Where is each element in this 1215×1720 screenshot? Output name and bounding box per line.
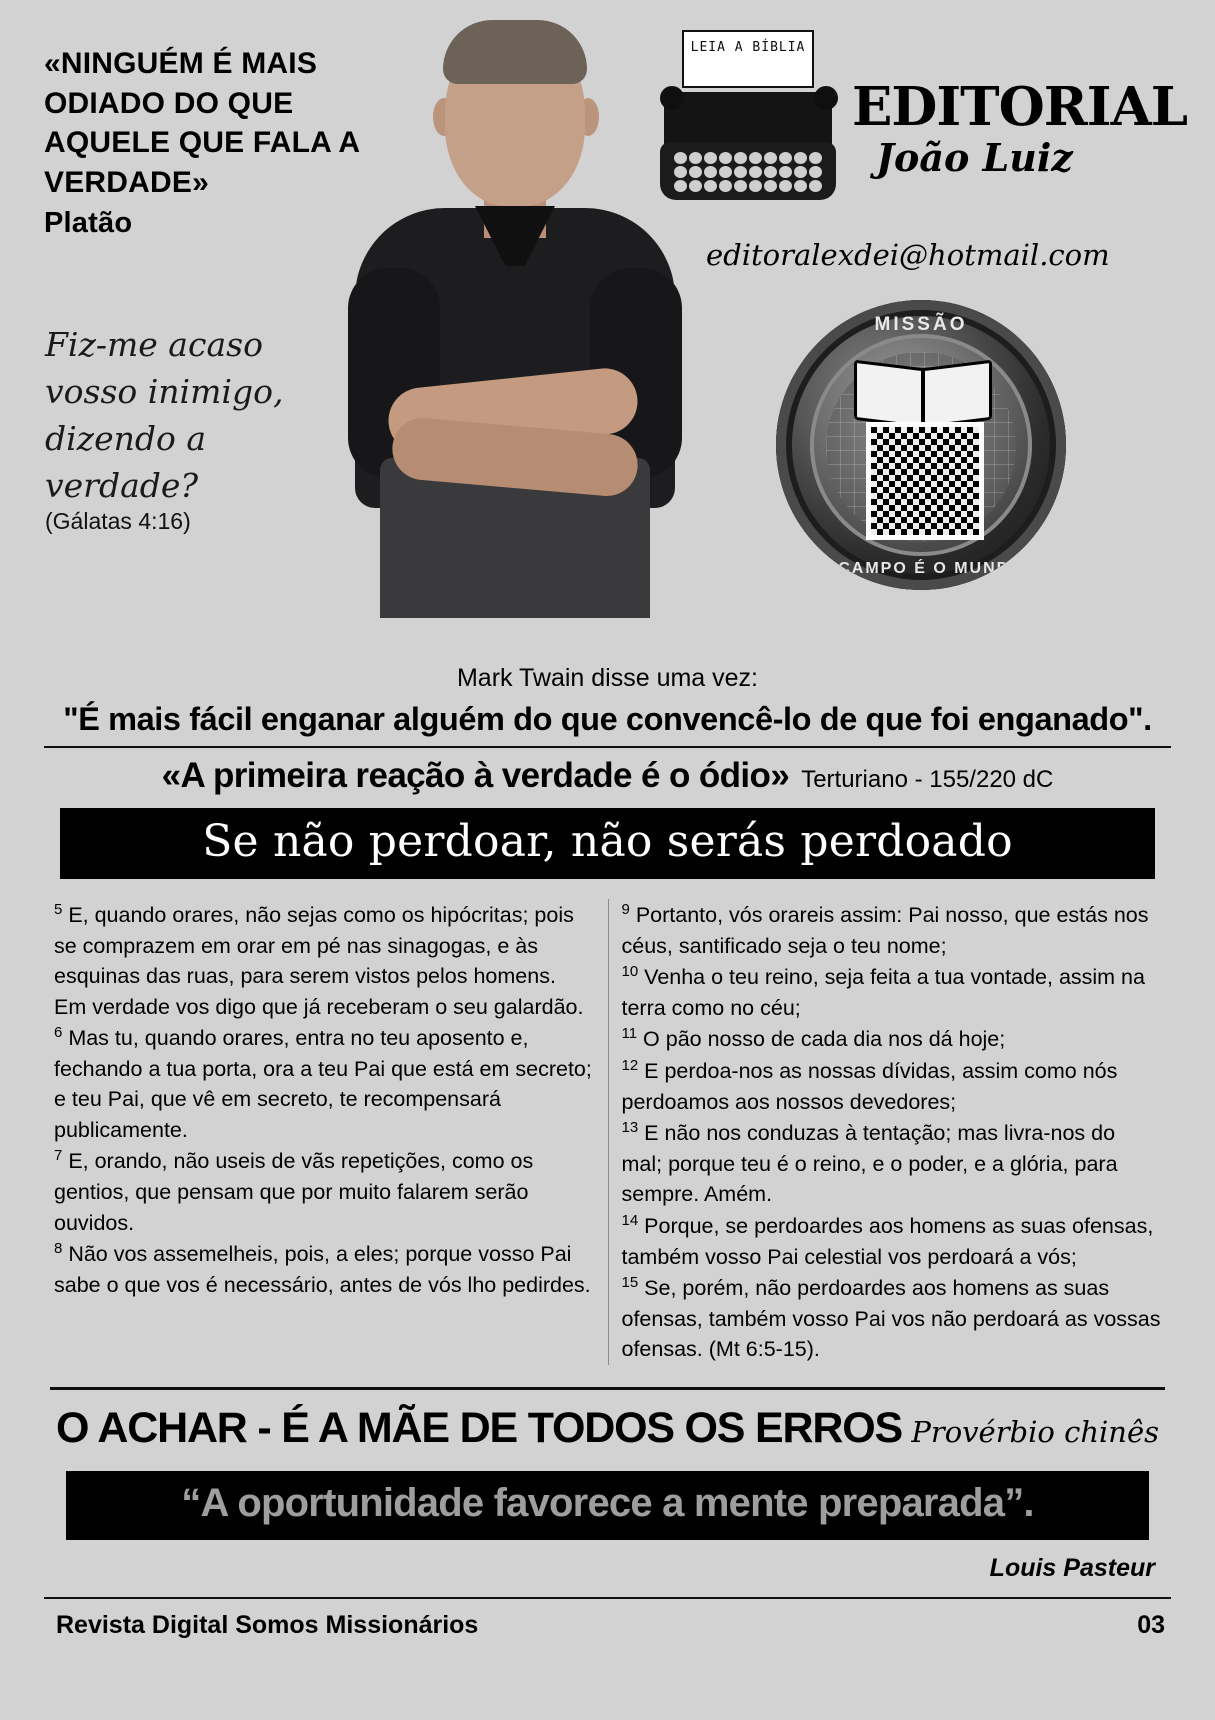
- footer-rule: [44, 1597, 1171, 1599]
- galatians-quote: Fiz-me acaso vosso inimigo, dizendo a verdade?: [45, 325, 284, 505]
- chinese-proverb-source: Provérbio chinês: [911, 1414, 1159, 1449]
- scripture-verse: $^{14}$ Porque, se perdoardes aos homens as suas ofensas, também vosso Pai celestial vos perdoará a vós;: [621, 1211, 1154, 1269]
- scripture-verse: $^5$ E, quando orares, não sejas como os hipócritas; pois se comprazem em orar em pé nas sinagogas, e às esquinas das ruas, para serem vistos pelos homens. Em verdade vos digo que já receberam o seu galardão.: [54, 901, 584, 1019]
- seal-text-bottom: O CAMPO É O MUNDO: [817, 560, 1025, 577]
- column-divider: [608, 899, 609, 1365]
- header-section: [0, 0, 1215, 660]
- editorial-author-name: João Luiz: [876, 135, 1073, 180]
- chinese-proverb-quote: O ACHAR - É A MÃE DE TODOS OS ERROS: [56, 1403, 902, 1452]
- divider-rule-bottom: [50, 1387, 1165, 1390]
- mission-seal: [776, 300, 1066, 590]
- plato-quote-text: «NINGUÉM É MAIS ODIADO DO QUE AQUELE QUE FALA A VERDADE»: [44, 47, 360, 199]
- verse-number: 6: [54, 1024, 63, 1042]
- verse-number: 11: [621, 1025, 638, 1043]
- mark-twain-quote: "É mais fácil enganar alguém do que convencê-lo de que foi enganado".: [63, 701, 1152, 737]
- verse-number: 5: [54, 901, 63, 918]
- pasteur-quote: “A oportunidade favorece a mente preparada”.: [181, 1480, 1034, 1525]
- verse-number: 15: [621, 1274, 639, 1292]
- divider-rule-top: [44, 746, 1171, 748]
- verse-number: 12: [621, 1057, 639, 1075]
- scripture-column-right: [622, 899, 1162, 1365]
- plato-author: Platão: [44, 207, 133, 240]
- scripture-verse: $^9$ Portanto, vós orareis assim: Pai nosso, que estás nos céus, santificado seja o teu nome;: [621, 901, 1149, 958]
- typewriter-knob-left: [660, 86, 684, 110]
- photo-hair: [443, 20, 587, 84]
- verse-number: 8: [54, 1240, 63, 1258]
- scripture-verse: $^{11}$ O pão nosso de cada dia nos dá hoje;: [621, 1025, 1006, 1052]
- verse-number: 7: [54, 1147, 63, 1165]
- scripture-verse: $^8$ Não vos assemelheis, pois, a eles; porque vosso Pai sabe o que vos é necessário, antes de vós lho pedirdes.: [54, 1240, 591, 1297]
- scripture-verse: $^7$ E, orando, não useis de vãs repetições, como os gentios, que pensam que por muito falarem serão ouvidos.: [54, 1147, 534, 1235]
- forgiveness-banner: Se não perdoar, não serás perdoado: [60, 808, 1155, 879]
- typewriter-knob-right: [814, 86, 838, 110]
- open-book-icon: [854, 356, 990, 420]
- scripture-verse: $^{15}$ Se, porém, não perdoardes aos homens as suas ofensas, também vosso Pai vos não perdoará as vossas ofensas. (Mt 6:5-15).: [621, 1274, 1161, 1362]
- page-footer: [56, 1611, 1165, 1640]
- scripture-verse: $^{10}$ Venha o teu reino, seja feita a tua vontade, assim na terra como no céu;: [621, 963, 1145, 1020]
- scripture-verse: $^6$ Mas tu, quando orares, entra no teu aposento e, fechando a tua porta, ora a teu Pai que está em secreto; e teu Pai, que vê em secreto, te recompensará publicamente.: [54, 1024, 592, 1142]
- typewriter-icon: [660, 30, 840, 210]
- scripture-columns: [54, 899, 1161, 1365]
- scripture-column-left: [54, 899, 594, 1365]
- page-number: 03: [1137, 1610, 1165, 1639]
- tertuliano-source: Terturiano - 155/220 dC: [801, 766, 1054, 793]
- verse-number: 10: [621, 963, 639, 981]
- tertuliano-quote: «A primeira reação à verdade é o ódio»: [161, 756, 790, 795]
- typewriter-keys: [674, 152, 822, 192]
- verse-number: 13: [621, 1119, 639, 1137]
- typewriter-label: LEIA A BÍBLIA: [690, 40, 806, 55]
- tertuliano-line: [44, 756, 1171, 796]
- verse-number: 9: [621, 901, 630, 918]
- pasteur-attribution: Louis Pasteur: [989, 1553, 1155, 1582]
- editorial-email: editoralexdei@hotmail.com: [706, 238, 1110, 272]
- galatians-reference: (Gálatas 4:16): [45, 508, 191, 534]
- typewriter-body: [664, 92, 832, 148]
- scripture-verse: $^{12}$ E perdoa-nos as nossas dívidas, assim como nós perdoamos aos nossos devedores;: [621, 1057, 1118, 1114]
- pasteur-banner: [66, 1471, 1149, 1540]
- editor-photo: [300, 18, 720, 618]
- scripture-verse: $^{13}$ E não nos conduzas à tentação; mas livra-nos do mal; porque teu é o reino, e o poder, e a glória, para sempre. Amém.: [621, 1119, 1118, 1207]
- editorial-title: EDITORIAL: [852, 76, 1187, 138]
- seal-text-top: MISSÃO: [874, 314, 968, 335]
- publication-title: Revista Digital Somos Missionários: [56, 1610, 479, 1639]
- typewriter-paper: [682, 30, 814, 88]
- verse-number: 14: [621, 1211, 639, 1229]
- chinese-proverb-row: [56, 1404, 1159, 1453]
- qr-code-icon[interactable]: [866, 422, 984, 540]
- mark-twain-intro: Mark Twain disse uma vez:: [456, 664, 759, 692]
